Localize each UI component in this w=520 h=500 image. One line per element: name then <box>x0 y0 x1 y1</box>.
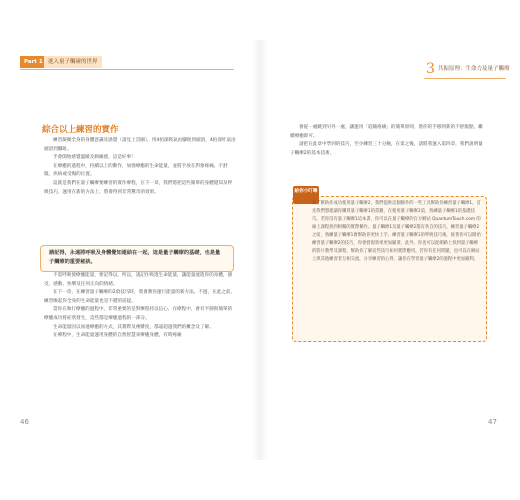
tip-badge: 給你小叮嚀 <box>293 186 319 204</box>
part-badge: Part 1 <box>20 56 47 68</box>
paragraph: 這就是我們在量子觸療要練習的實作療程，在下一章，我們將把這些簡單的身體覺知及呼吸技巧，運用在新的方法上，將會得到非常驚奇的效果。 <box>44 180 233 195</box>
gutter <box>252 40 268 460</box>
header-rule <box>424 78 506 79</box>
body-text-bottom <box>44 272 236 341</box>
paragraph: 在療癒的過程中，持續以上的動作，加強療癒的生命能量，並將手放在對象疼痛、不舒服、疾病或受傷的位置。 <box>44 163 228 178</box>
chapter-title: 共振原理：生命力及量子觸療 <box>438 66 510 72</box>
section-heading: 綜合以上練習的實作 <box>42 125 119 135</box>
chapter-number: 3 <box>426 61 435 77</box>
body-text-top <box>44 137 236 197</box>
paragraph: 請把在此章中學到的技巧，至少練習三十分鐘，在第之後，請將我運入第四章，我們說明量子觸療2的基本技術。 <box>290 142 483 156</box>
paragraph: 會從一處跳到另外一處，讓運用「追隨疼痛」的簡單原則，將你的手移到新的不舒服點，繼續療癒即可。 <box>290 125 483 139</box>
body-text-right <box>290 124 486 158</box>
part-title: 進入量子觸碰的世界 <box>44 56 102 68</box>
page-number-right: 47 <box>488 418 497 426</box>
paragraph: 在下一章，在練習量子觸療的2項技巧時，我會教你運行能量的新方法。不過，在此之前，練習喚起你全身的生命能量也是不錯的前提。 <box>44 290 236 304</box>
paragraph: 當你在執行療癒的過程中，非常重要的是對療程持以信心，在療程中，會有平靜與簡單的療癒成功將症狀發生，這些都是療癒過程的一部分。 <box>44 307 233 321</box>
callout-box <box>40 245 234 272</box>
paragraph: 不需呼吸使療癒能量，要記得以，所以，請記住吸進生命能量，讓能量流進你的身體，感受、感動、快樂及任何正向的情緒。 <box>44 273 233 287</box>
paragraph: 手會開始感覺溫暖及刺痛感，這是好事！ <box>53 155 136 161</box>
callout-text: 請記得，永遠將呼吸及身體覺知連結在一起，這是量子觸療的基礎，也是量子觸療的重要秘訣。 <box>49 250 221 265</box>
page-number-left: 46 <box>20 418 29 426</box>
paragraph: 在療程中，生命能量運用身體的自然智慧來療癒身體，有時疼痛 <box>53 333 182 339</box>
paragraph: 練習凝聚全身的身體意識及感覺（請見上頁圖），用4拍深吸氣由腳趾到頭頂，4拍深吐氣由頭頂到腳趾。 <box>44 138 236 152</box>
header-rule <box>20 69 234 70</box>
paragraph: 生命能量因以加速療癒的方式，其實際及複雜度，都遠超過我們的概念及了解。 <box>53 324 214 330</box>
tip-text: 為了幫助你成功使用量子觸療2，我們提供這個額外的一些工具幫助你練習量子觸療1。首先我們想建議你購買量子觸療1的書籍，在使用量子觸療2前，熟練量子觸療1的基礎技巧。若你沒有量子觸療1這本書，你可以在量子觸療的官方網站 QuantumTouch.com 的線上課程找到相關的實際操作。量子觸療1及量子觸療2都有各自的技巧，練習量子觸療2之前，熟練量子觸療1會幫助你更快上手。練習量子觸療1的呼吸技巧後，接著你可以開始練習量子觸療2的技巧，你會發現效果更加顯著。此外，你也可以從網路上找到量子觸療的影片教學及課程，幫助你了解這些技巧如何實際應用。若你有任何問題，也可以在網站上與其他練習者互相交流，分享練習的心得，讓你在學習量子觸療2的過程中更加順利。 <box>312 201 481 262</box>
